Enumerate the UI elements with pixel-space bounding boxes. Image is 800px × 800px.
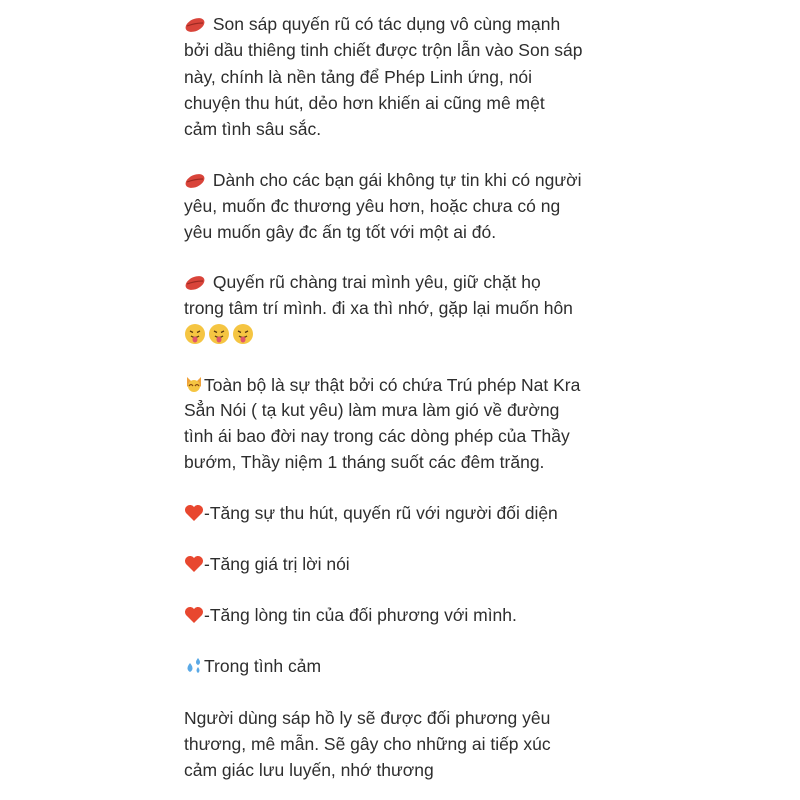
text-line: Trong tình cảm (184, 656, 321, 676)
text-line: Người dùng sáp hồ ly sẽ được đối phương yêu (184, 708, 551, 728)
text-line: này, chính là nền tảng để Phép Linh ứng, nói (184, 67, 533, 87)
heart-icon (184, 555, 204, 573)
text-line: Quyến rũ chàng trai mình yêu, giữ chặt họ (184, 272, 541, 292)
tongue-face-icon (208, 323, 230, 345)
text-line: Dành cho các bạn gái không tự tin khi có người (184, 170, 581, 190)
text-line: trong tâm trí mình. đi xa thì nhớ, gặp lại muốn hôn (184, 298, 573, 318)
lips-icon (184, 173, 206, 189)
heart-icon (184, 606, 204, 624)
text-line: -Tăng giá trị lời nói (184, 554, 350, 574)
text-line: cảm giác lưu luyến, nhớ thương (184, 760, 434, 780)
text-line: -Tăng lòng tin của đối phương với mình. (184, 605, 517, 625)
text-line: Toàn bộ là sự thật bởi có chứa Trú phép Nat Kra (184, 374, 580, 395)
heart-icon (184, 504, 204, 522)
text-line: Sẳn Nói ( tạ kut yêu) làm mưa làm gió về đường (184, 400, 560, 420)
tongue-face-icon (184, 323, 206, 345)
tongue-face-icon (232, 323, 254, 345)
text-line: bướm, Thầy niệm 1 tháng suốt các đêm trăng. (184, 452, 545, 472)
text-line: -Tăng sự thu hút, quyến rũ với người đối diện (184, 503, 558, 523)
text-line: yêu muốn gây đc ấn tg tốt với một ai đó. (184, 222, 497, 242)
text-line: cảm tình sâu sắc. (184, 119, 322, 139)
text-line: thương, mê mẫn. Sẽ gây cho những ai tiếp xúc (184, 734, 551, 754)
text-line: chuyện thu hút, dẻo hơn khiến ai cũng mê mệt (184, 93, 545, 113)
emoji-row (184, 323, 256, 346)
text-line: tình ái bao đời nay trong các dòng phép của Thầy (184, 426, 570, 446)
lips-icon (184, 275, 206, 291)
text-line: Son sáp quyến rũ có tác dụng vô cùng mạnh (184, 14, 560, 34)
lips-icon (184, 17, 206, 33)
text-line: yêu, muốn đc thương yêu hơn, hoặc chưa có ng (184, 196, 561, 216)
text-line: bởi dầu thiêng tinh chiết được trộn lẫn vào Son sáp (184, 40, 583, 60)
cat-face-icon (184, 374, 204, 394)
sweat-droplets-icon (184, 657, 204, 675)
